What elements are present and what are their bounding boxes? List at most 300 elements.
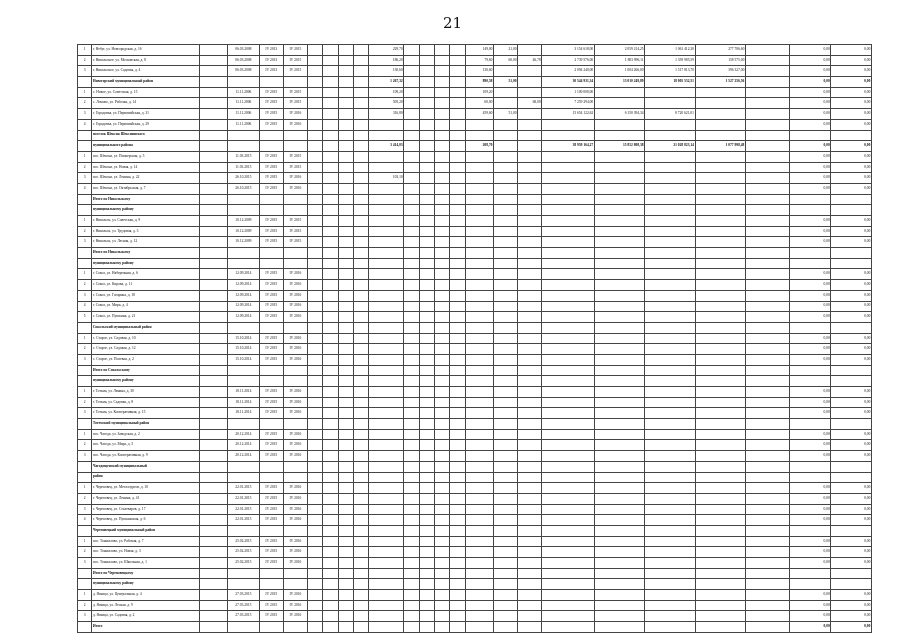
- table-cell: [745, 312, 789, 323]
- table-cell: [228, 568, 260, 579]
- address-cell: Чагодощенский муниципальный: [92, 461, 199, 472]
- table-cell: [78, 194, 92, 205]
- table-cell: [369, 237, 404, 248]
- table-cell: [745, 461, 789, 472]
- table-cell: [323, 77, 338, 88]
- table-cell: [369, 205, 404, 216]
- table-cell: [594, 440, 644, 451]
- table-cell: [594, 280, 644, 291]
- table-cell: [78, 258, 92, 269]
- table-cell: [259, 579, 283, 590]
- table-cell: [199, 66, 227, 77]
- address-cell: пос. Чагода, ул. Заводская, д. 2: [92, 429, 199, 440]
- table-cell: [465, 515, 493, 526]
- table-cell: [494, 87, 518, 98]
- table-cell: [695, 237, 745, 248]
- table-cell: 20.12.2014: [228, 429, 260, 440]
- table-cell: [494, 547, 518, 558]
- table-cell: [494, 558, 518, 569]
- table-cell: IV 2015: [259, 429, 283, 440]
- table-cell: [419, 216, 434, 227]
- table-cell: [594, 194, 644, 205]
- table-cell: IV 2013: [259, 66, 283, 77]
- table-cell: [542, 376, 595, 387]
- table-cell: 0,00: [789, 387, 831, 398]
- table-cell: [369, 248, 404, 259]
- table-cell: IV 2016: [283, 280, 307, 291]
- table-cell: [745, 194, 789, 205]
- table-cell: [434, 547, 449, 558]
- table-cell: [594, 333, 644, 344]
- table-cell: [404, 483, 419, 494]
- table-cell: [542, 408, 595, 419]
- table-cell: [645, 429, 695, 440]
- table-cell: 1 077 998,48: [695, 141, 745, 152]
- table-cell: 2: [78, 55, 92, 66]
- table-row: [78, 387, 872, 398]
- table-cell: [307, 558, 322, 569]
- table-cell: [518, 183, 542, 194]
- table-cell: [369, 493, 404, 504]
- table-cell: [199, 568, 227, 579]
- table-cell: [450, 504, 465, 515]
- table-cell: 21,00: [494, 45, 518, 56]
- table-cell: 11.11.2006: [228, 119, 260, 130]
- table-cell: [745, 280, 789, 291]
- table-cell: [450, 87, 465, 98]
- table-cell: [494, 173, 518, 184]
- table-cell: [465, 376, 493, 387]
- table-cell: [307, 354, 322, 365]
- table-cell: [542, 525, 595, 536]
- table-cell: [450, 173, 465, 184]
- table-cell: [645, 472, 695, 483]
- address-cell: с. Ломово, ул. Рабочая, д. 14: [92, 98, 199, 109]
- table-row: [78, 194, 872, 205]
- table-cell: [369, 483, 404, 494]
- table-row: [78, 472, 872, 483]
- table-cell: [353, 226, 368, 237]
- table-cell: 0,00: [789, 547, 831, 558]
- table-cell: [450, 461, 465, 472]
- table-cell: [419, 515, 434, 526]
- table-cell: [494, 483, 518, 494]
- table-row: [78, 504, 872, 515]
- table-cell: [307, 290, 322, 301]
- table-row: [78, 66, 872, 77]
- table-cell: [419, 301, 434, 312]
- table-cell: 0,00: [789, 173, 831, 184]
- table-cell: [695, 451, 745, 462]
- table-cell: [695, 547, 745, 558]
- table-cell: [419, 183, 434, 194]
- table-cell: [419, 525, 434, 536]
- table-cell: 103,10: [369, 173, 404, 184]
- table-cell: [353, 472, 368, 483]
- table-cell: [283, 248, 307, 259]
- address-cell: г. Череповец, ул. Металлургов, д. 10: [92, 483, 199, 494]
- table-cell: [542, 130, 595, 141]
- table-cell: [450, 280, 465, 291]
- table-cell: [353, 216, 368, 227]
- table-cell: [338, 248, 353, 259]
- table-cell: 06.03.2008: [228, 66, 260, 77]
- address-cell: Итого по Череповецкому: [92, 568, 199, 579]
- table-cell: [518, 322, 542, 333]
- table-cell: [450, 205, 465, 216]
- table-cell: [494, 472, 518, 483]
- table-cell: [434, 365, 449, 376]
- table-cell: [831, 419, 872, 430]
- address-cell: муниципальному району: [92, 258, 199, 269]
- table-cell: 3: [78, 109, 92, 120]
- table-cell: IV 2016: [283, 536, 307, 547]
- table-cell: [199, 119, 227, 130]
- table-cell: [353, 45, 368, 56]
- table-cell: [434, 98, 449, 109]
- table-cell: [323, 525, 338, 536]
- table-cell: [228, 194, 260, 205]
- table-cell: [404, 66, 419, 77]
- table-cell: [645, 590, 695, 601]
- table-cell: IV 2015: [283, 151, 307, 162]
- table-cell: 4: [78, 119, 92, 130]
- table-cell: [695, 493, 745, 504]
- table-cell: [465, 322, 493, 333]
- table-cell: [494, 151, 518, 162]
- table-cell: [338, 194, 353, 205]
- table-cell: IV 2015: [259, 493, 283, 504]
- table-cell: [307, 590, 322, 601]
- table-cell: [338, 173, 353, 184]
- table-row: [78, 622, 872, 633]
- table-cell: [745, 109, 789, 120]
- table-cell: [542, 622, 595, 633]
- table-cell: 1 004 266,00: [594, 66, 644, 77]
- table-cell: [594, 547, 644, 558]
- table-cell: [283, 579, 307, 590]
- table-cell: [199, 622, 227, 633]
- table-cell: [323, 408, 338, 419]
- table-cell: 1: [78, 151, 92, 162]
- table-cell: [745, 290, 789, 301]
- table-cell: [307, 387, 322, 398]
- table-cell: [594, 525, 644, 536]
- table-cell: 6 150 394,34: [594, 109, 644, 120]
- address-cell: пос. Чагода, ул. Кооперативная, д. 9: [92, 451, 199, 462]
- table-cell: [307, 461, 322, 472]
- table-cell: IV 2015: [259, 183, 283, 194]
- table-cell: [307, 547, 322, 558]
- table-cell: [645, 525, 695, 536]
- table-cell: [369, 579, 404, 590]
- table-cell: [542, 183, 595, 194]
- table-cell: [518, 483, 542, 494]
- table-row: [78, 301, 872, 312]
- table-cell: [419, 622, 434, 633]
- table-cell: [518, 194, 542, 205]
- table-cell: [542, 461, 595, 472]
- table-cell: [404, 600, 419, 611]
- table-cell: [594, 269, 644, 280]
- table-cell: [434, 461, 449, 472]
- address-cell: г. Сокол, ул. Гагарина, д. 18: [92, 290, 199, 301]
- table-cell: [323, 376, 338, 387]
- table-cell: 0,00: [789, 590, 831, 601]
- table-cell: 0,00: [789, 109, 831, 120]
- table-cell: [404, 622, 419, 633]
- table-cell: [338, 312, 353, 323]
- table-cell: [419, 408, 434, 419]
- table-cell: [494, 183, 518, 194]
- table-cell: [419, 387, 434, 398]
- table-cell: [594, 429, 644, 440]
- table-cell: [645, 333, 695, 344]
- table-cell: [494, 397, 518, 408]
- table-cell: [307, 472, 322, 483]
- address-cell: г. Череповец, ул. Пушкинская, д. 6: [92, 515, 199, 526]
- table-cell: [518, 45, 542, 56]
- table-cell: [369, 194, 404, 205]
- table-cell: [283, 141, 307, 152]
- table-cell: [518, 173, 542, 184]
- table-cell: [542, 205, 595, 216]
- table-cell: [419, 312, 434, 323]
- table-cell: 15.10.2014: [228, 344, 260, 355]
- table-cell: 0,00: [831, 226, 872, 237]
- table-cell: [369, 451, 404, 462]
- table-row: [78, 205, 872, 216]
- table-cell: [404, 248, 419, 259]
- table-cell: [323, 45, 338, 56]
- table-cell: [594, 461, 644, 472]
- table-cell: [450, 258, 465, 269]
- table-cell: [323, 55, 338, 66]
- table-cell: [307, 579, 322, 590]
- table-cell: 0,00: [831, 151, 872, 162]
- table-row: [78, 568, 872, 579]
- table-row: [78, 226, 872, 237]
- table-cell: 890,58: [465, 77, 493, 88]
- table-cell: IV 2016: [283, 290, 307, 301]
- table-cell: [323, 322, 338, 333]
- table-cell: [745, 408, 789, 419]
- table-cell: [369, 226, 404, 237]
- table-cell: [434, 579, 449, 590]
- table-cell: 186,20: [369, 55, 404, 66]
- table-cell: [645, 226, 695, 237]
- table-cell: [323, 141, 338, 152]
- table-cell: [338, 269, 353, 280]
- table-cell: [518, 269, 542, 280]
- table-row: [78, 45, 872, 56]
- table-cell: 25.02.2015: [228, 536, 260, 547]
- table-cell: IV 2016: [283, 515, 307, 526]
- table-cell: [369, 258, 404, 269]
- table-cell: [419, 333, 434, 344]
- table-cell: [323, 173, 338, 184]
- table-cell: [645, 290, 695, 301]
- table-cell: IV 2015: [259, 98, 283, 109]
- table-cell: [228, 248, 260, 259]
- table-cell: [338, 397, 353, 408]
- table-cell: 3: [78, 290, 92, 301]
- table-cell: 1: [78, 87, 92, 98]
- table-cell: [199, 55, 227, 66]
- table-cell: [542, 536, 595, 547]
- address-cell: г. Тотьма, ул. Кооперативная, д. 15: [92, 408, 199, 419]
- table-cell: 2: [78, 397, 92, 408]
- table-cell: [404, 333, 419, 344]
- table-cell: [353, 429, 368, 440]
- table-cell: [369, 536, 404, 547]
- table-cell: 27.03.2015: [228, 590, 260, 601]
- table-cell: [419, 226, 434, 237]
- table-cell: [831, 205, 872, 216]
- table-cell: [199, 376, 227, 387]
- table-row: [78, 451, 872, 462]
- table-cell: [228, 472, 260, 483]
- table-cell: [645, 280, 695, 291]
- table-cell: [450, 515, 465, 526]
- table-cell: [338, 301, 353, 312]
- table-cell: 0,00: [831, 397, 872, 408]
- table-cell: [404, 515, 419, 526]
- table-cell: [594, 419, 644, 430]
- table-cell: [494, 290, 518, 301]
- table-cell: [542, 419, 595, 430]
- address-cell: пос. Шексна, ул. Новая, д. 14: [92, 162, 199, 173]
- table-cell: [369, 419, 404, 430]
- table-cell: 1: [78, 45, 92, 56]
- table-cell: [494, 301, 518, 312]
- table-cell: [465, 205, 493, 216]
- table-cell: 10.12.2009: [228, 237, 260, 248]
- table-cell: [518, 226, 542, 237]
- table-cell: 0,00: [831, 216, 872, 227]
- table-cell: 11.03.2015: [228, 151, 260, 162]
- table-cell: [695, 536, 745, 547]
- table-cell: [494, 579, 518, 590]
- table-cell: 0,00: [789, 87, 831, 98]
- table-cell: [369, 515, 404, 526]
- table-cell: [369, 440, 404, 451]
- table-cell: [338, 387, 353, 398]
- table-cell: [518, 87, 542, 98]
- table-cell: [494, 622, 518, 633]
- table-cell: [78, 472, 92, 483]
- table-cell: 13 010 249,89: [594, 77, 644, 88]
- table-cell: [404, 151, 419, 162]
- table-cell: [199, 387, 227, 398]
- table-cell: [199, 354, 227, 365]
- table-cell: [404, 611, 419, 622]
- table-cell: 30 544 931,34: [542, 77, 595, 88]
- table-cell: [745, 365, 789, 376]
- table-cell: [450, 440, 465, 451]
- table-cell: [199, 141, 227, 152]
- table-cell: [594, 119, 644, 130]
- table-cell: [745, 237, 789, 248]
- table-cell: [518, 119, 542, 130]
- table-cell: [745, 525, 789, 536]
- table-cell: 0,00: [831, 312, 872, 323]
- table-cell: IV 2015: [259, 558, 283, 569]
- table-cell: [404, 301, 419, 312]
- table-row: [78, 408, 872, 419]
- table-row: [78, 248, 872, 259]
- table-cell: 2: [78, 493, 92, 504]
- table-cell: 20.12.2014: [228, 440, 260, 451]
- table-cell: [338, 408, 353, 419]
- table-cell: [465, 226, 493, 237]
- table-cell: [419, 109, 434, 120]
- table-cell: [199, 504, 227, 515]
- address-cell: пос. Шексна, ул. Пионерская, д. 5: [92, 151, 199, 162]
- table-cell: [419, 579, 434, 590]
- address-cell: пос. Шексна, ул. Ленина, д. 22: [92, 173, 199, 184]
- table-cell: [419, 173, 434, 184]
- table-cell: [745, 66, 789, 77]
- table-cell: [542, 440, 595, 451]
- table-cell: [695, 173, 745, 184]
- table-cell: IV 2015: [259, 237, 283, 248]
- table-cell: [494, 98, 518, 109]
- table-cell: [338, 237, 353, 248]
- table-cell: [745, 269, 789, 280]
- table-cell: [695, 183, 745, 194]
- table-cell: [353, 141, 368, 152]
- table-cell: 1: [78, 269, 92, 280]
- table-cell: [594, 387, 644, 398]
- table-cell: [199, 461, 227, 472]
- table-cell: [307, 611, 322, 622]
- table-cell: [450, 333, 465, 344]
- table-cell: [199, 290, 227, 301]
- table-cell: [283, 365, 307, 376]
- table-cell: [369, 290, 404, 301]
- table-cell: [323, 301, 338, 312]
- table-cell: [199, 151, 227, 162]
- table-cell: [465, 568, 493, 579]
- table-cell: [307, 173, 322, 184]
- table-cell: [494, 226, 518, 237]
- table-cell: [419, 568, 434, 579]
- table-cell: [404, 461, 419, 472]
- table-cell: [494, 248, 518, 259]
- table-cell: IV 2015: [283, 162, 307, 173]
- table-cell: IV 2015: [259, 312, 283, 323]
- table-cell: 12.09.2014: [228, 269, 260, 280]
- table-cell: [353, 387, 368, 398]
- table-cell: [259, 194, 283, 205]
- table-row: [78, 344, 872, 355]
- table-cell: 79,60: [465, 55, 493, 66]
- table-cell: [465, 344, 493, 355]
- table-cell: [831, 376, 872, 387]
- table-cell: [199, 472, 227, 483]
- table-cell: [494, 493, 518, 504]
- table-cell: [494, 568, 518, 579]
- table-cell: [450, 77, 465, 88]
- table-cell: 2 059 214,25: [594, 45, 644, 56]
- table-cell: [645, 419, 695, 430]
- table-cell: [369, 130, 404, 141]
- table-cell: 0,00: [831, 622, 872, 633]
- table-cell: [465, 290, 493, 301]
- table-cell: [338, 547, 353, 558]
- address-cell: д. Ягница, ул. Центральная, д. 4: [92, 590, 199, 601]
